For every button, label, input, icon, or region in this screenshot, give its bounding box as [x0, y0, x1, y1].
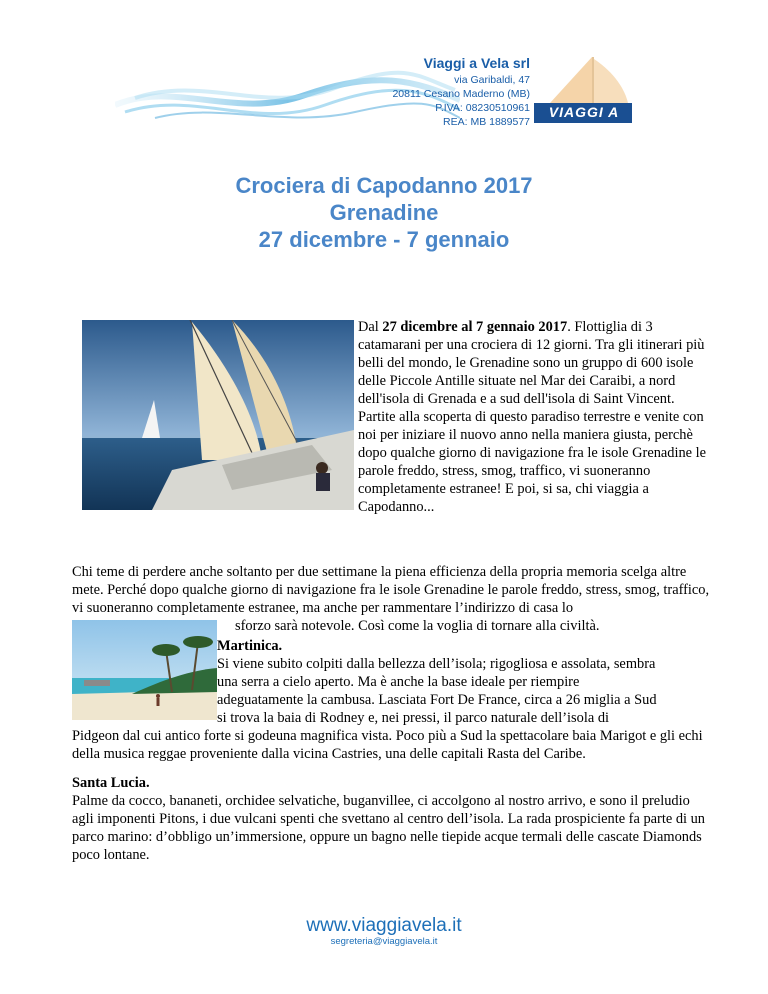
page-title — [0, 172, 768, 253]
memory-tail: sforzo sarà notevole. Così come la voglia di tornare alla civiltà. — [235, 618, 600, 634]
martinica-heading: Martinica. — [217, 638, 283, 654]
santa-lucia-text: Palme da cocco, bananeti, orchidee selvatiche, buganvillee, ci accolgono al nostro arrivo, e sono il preludio agli imponenti Pitons, i due vulcani spenti che svettano al centro dell’isola. La rada prospiciente fa parte di un parco marino: d’obbligo un’immersione, oppure un bagno nelle tiepide acque termali delle cascate Diamonds poco lontane. — [72, 793, 705, 863]
title-line-3: 27 dicembre - 7 gennaio — [258, 227, 510, 252]
santa-lucia-heading: Santa Lucia. — [72, 775, 150, 791]
title-line-2: Grenadine — [329, 200, 439, 225]
company-name: Viaggi a Vela srl — [423, 55, 530, 71]
martinica-line-1: Si viene subito colpiti dalla bellezza dell’isola; rigogliosa e assolata, sembra — [217, 656, 656, 672]
intro-paragraph — [358, 318, 708, 516]
footer-email[interactable]: segreteria@viaggiavela.it — [330, 936, 438, 947]
martinica-line-2: una serra a cielo aperto. Ma è anche la base ideale per riempire — [217, 674, 580, 690]
martinica-section — [72, 637, 712, 763]
martinica-line-3: adeguatamente la cambusa. Lasciata Fort De France, circa a 26 miglia a Sud — [217, 692, 657, 708]
footer-website[interactable]: www.viaggiavela.it — [306, 915, 462, 936]
company-vat: P.IVA: 08230510961 — [435, 102, 530, 114]
intro-text: . Flottiglia di 3 catamarani per una crociera di 12 giorni. Tra gli itinerari più belli del mondo, le Grenadine sono un gruppo di 600 isole delle Piccole Antille situate nel Mar dei Caraibi, a nord dell'isola di Grenada e a sud dell'isola di Saint Vincent. Partite alla scoperta di questo paradiso terrestre e venite con noi per iniziare il nuovo anno nella maniera giusta, perchè dopo qualche giorno di navigazione fra le isole Grenadine le parole freddo, stress, smog, traffico, vi suoneranno completamente estranee! E poi, si sa, chi viaggia a Capodanno... — [358, 319, 707, 515]
santa-lucia-section — [72, 774, 712, 864]
memory-text: Chi teme di perdere anche soltanto per due settimane la piena efficienza della propria memoria scelga altre mete. Perché dopo qualche giorno di navigazione fra le isole Grenadine le parole freddo, stress, smog, traffico, vi suoneranno completamente estranee, ma anche per rammentare l’indirizzo di casa lo — [72, 564, 710, 616]
company-rea: REA: MB 1889577 — [443, 116, 530, 128]
sailing-photo — [82, 320, 354, 510]
company-address-street: via Garibaldi, 47 — [454, 74, 530, 86]
intro-dates: 27 dicembre al 7 gennaio 2017 — [382, 319, 568, 335]
martinica-line-4: si trova la baia di Rodney e, nei pressi, il parco naturale dell’isola di — [217, 710, 610, 726]
intro-prefix: Dal — [358, 319, 383, 335]
title-line-1: Crociera di Capodanno 2017 — [235, 173, 533, 198]
company-address-city: 20811 Cesano Maderno (MB) — [392, 88, 530, 100]
logo-text: VIAGGI A VELA — [548, 104, 620, 138]
martinica-rest: Pidgeon dal cui antico forte si godeuna magnifica vista. Poco più a Sud la spettacolare baia Marigot e gli echi della musica reggae proveniente dalla vicina Castries, una delle capitali Rasta del Caribe. — [72, 728, 703, 762]
